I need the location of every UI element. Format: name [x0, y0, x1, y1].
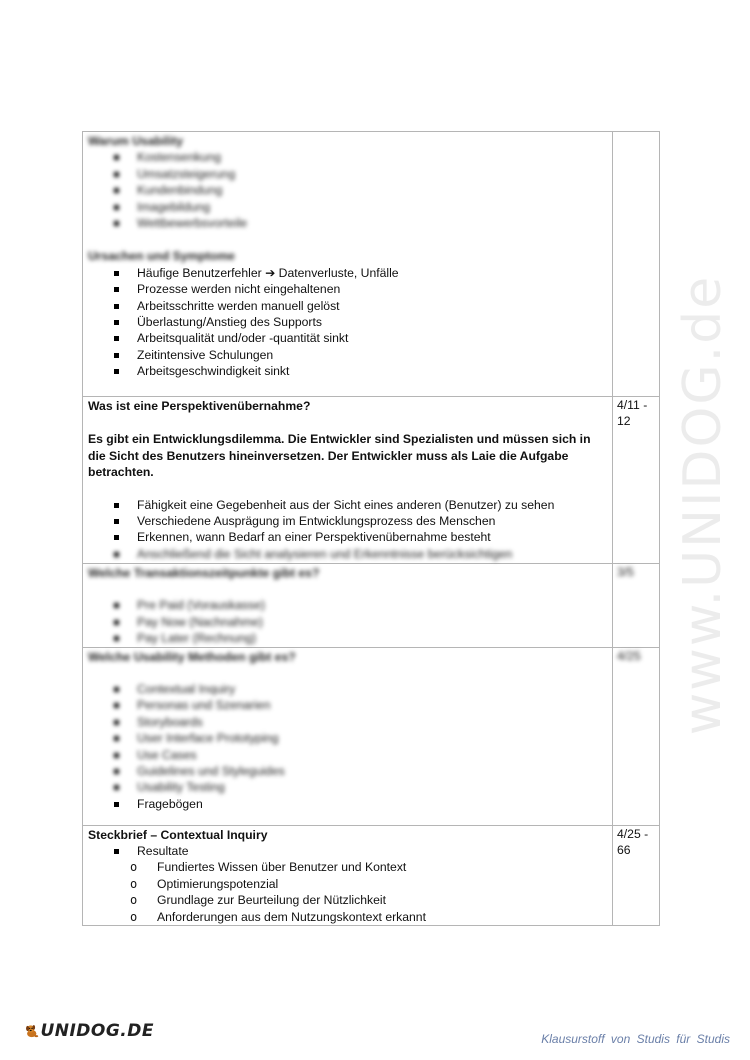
list-item: Use Cases [111, 747, 607, 763]
list-item: Erkennen, wann Bedarf an einer Perspektivenübernahme besteht [111, 529, 607, 545]
question-cell [83, 647, 613, 825]
page-ref-cell: 4/25 [613, 647, 660, 825]
list-item: Arbeitsschritte werden manuell gelöst [111, 298, 607, 314]
logo-text: UNIDOG.DE [40, 1021, 154, 1041]
unidog-logo[interactable] [24, 1014, 154, 1048]
blurred-section [88, 565, 607, 647]
question-title: Welche Usability Methoden gibt es? [88, 649, 296, 664]
bullet-list [88, 149, 607, 231]
arrow-right-icon: ➔ [265, 265, 276, 280]
list-item: Prozesse werden nicht eingehaltenen [111, 281, 607, 297]
table-row [83, 647, 660, 825]
list-item: Storyboards [111, 714, 607, 730]
list-item: o Fundiertes Wissen über Benutzer und Kontext [130, 859, 607, 875]
list-item: Imagebildung [111, 199, 607, 215]
list-item: Arbeitsgeschwindigkeit sinkt [111, 363, 607, 379]
page-ref-cell [613, 132, 660, 397]
bullet-list [88, 843, 607, 859]
table-row [83, 825, 660, 925]
list-item: Kundenbindung [111, 182, 607, 198]
list-item: Zeitintensive Schulungen [111, 347, 607, 363]
list-item: o Grundlage zur Beurteilung der Nützlichkeit [130, 892, 607, 908]
bullet-list [88, 796, 607, 812]
list-item: Pre Paid (Vorauskasse) [111, 597, 607, 613]
list-item: o Anforderungen aus dem Nutzungskontext erkannt [130, 909, 607, 925]
question-title: Warum Usability [88, 134, 184, 148]
watermark-text: www.UNIDOG.de [673, 274, 733, 736]
bullet-list [88, 597, 607, 646]
footer-tagline: Klausurstoff von Studis für Studis [541, 1032, 730, 1046]
page-ref-cell: 4/25 - 66 [613, 825, 660, 925]
list-item: Contextual Inquiry [111, 681, 607, 697]
question-title: Welche Transaktionszeitpunkte gibt es? [88, 566, 320, 580]
list-item: Fähigkeit eine Gegebenheit aus der Sicht eines anderen (Benutzer) zu sehen [111, 497, 607, 513]
list-item: Guidelines und Styleguides [111, 763, 607, 779]
qa-table [82, 131, 660, 926]
page-ref-cell: 4/11 - 12 [613, 397, 660, 564]
question-cell [83, 825, 613, 925]
bullet-list [88, 265, 607, 380]
list-item: Usability Testing [111, 779, 607, 795]
blurred-section [88, 133, 607, 265]
sub-bullet-list [88, 859, 607, 925]
list-item: Umsatzsteigerung [111, 166, 607, 182]
table-row [83, 132, 660, 397]
dog-icon [24, 1016, 39, 1046]
list-item: Wettbewerbsvorteile [111, 215, 607, 231]
list-item: Verschiedene Ausprägung im Entwicklungsprozess des Menschen [111, 513, 607, 529]
list-item: Kostensenkung [111, 149, 607, 165]
question-cell [83, 564, 613, 648]
list-item: Pay Now (Nachnahme) [111, 614, 607, 630]
bullet-list [88, 497, 607, 563]
list-item: User Interface Prototyping [111, 730, 607, 746]
list-item: Personas und Szenarien [111, 697, 607, 713]
list-item: Arbeitsqualität und/oder -quantität sinkt [111, 330, 607, 346]
blurred-section [88, 649, 607, 796]
list-item: Häufige Benutzerfehler ➔ Datenverluste, Unfälle [111, 265, 607, 281]
list-item: Anschließend die Sicht analysieren und Erkenntnisse berücksichtigen [111, 546, 607, 562]
list-item: Resultate [111, 843, 607, 859]
list-item: o Optimierungspotenzial [130, 876, 607, 892]
bullet-list [88, 681, 607, 796]
watermark [668, 270, 738, 740]
table-row [83, 397, 660, 564]
list-item: Überlastung/Anstieg des Supports [111, 314, 607, 330]
section-title: Ursachen und Symptome [88, 249, 235, 264]
page-ref-cell: 3/5 [613, 564, 660, 648]
list-item: Pay Later (Rechnung) [111, 630, 607, 646]
question-cell [83, 397, 613, 564]
answer-text: Es gibt ein Entwicklungsdilemma. Die Entwickler sind Spezialisten und müssen sich in die Sicht des Benutzers hineinversetzen. Der Entwickler muss als Laie die Aufgabe betrachten. [88, 432, 591, 480]
question-title: Was ist eine Perspektivenübernahme? [88, 399, 311, 413]
question-title: Steckbrief – Contextual Inquiry [88, 827, 268, 842]
table-row [83, 564, 660, 648]
list-item: Fragebögen [111, 796, 607, 812]
question-cell [83, 132, 613, 397]
